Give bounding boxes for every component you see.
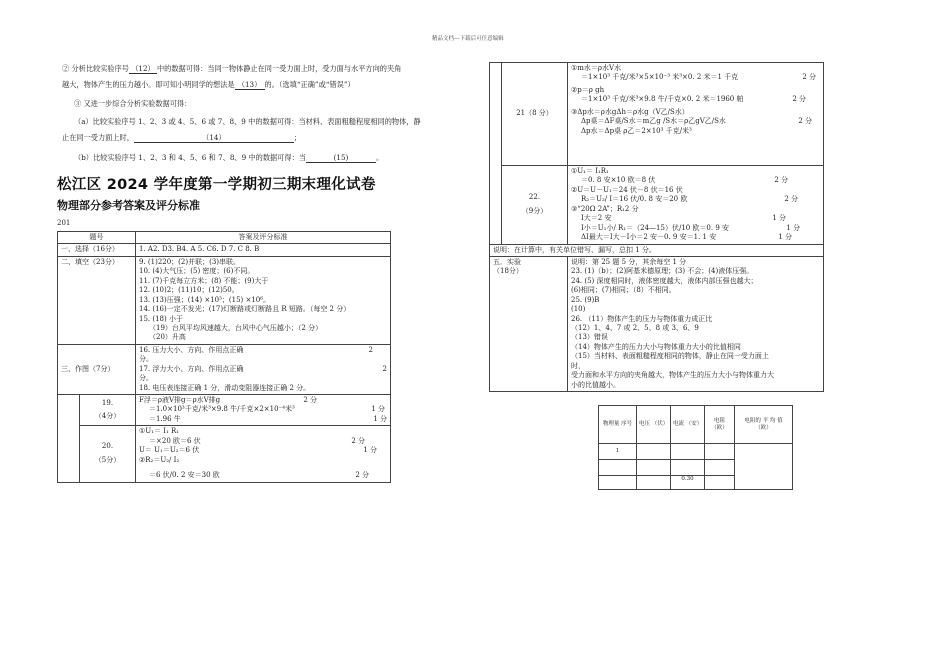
- right-calc-spacer: [490, 63, 502, 245]
- row-label-drawing: 三、作图（7分）: [58, 344, 136, 394]
- q22-content: ①U₁＝ I₁R₁ ＝0. 8 安×10 欧＝8 伏 2 分 ②U＝U－U₁＝24 伏－8 伏＝16 伏 R₂＝U₂/ I＝16 伏/0. 8 安＝20 欧 2 分 ③“20Ω 2A”；R₁2 分 I大＝2 安 1 分 I小＝U₁小/ R₁＝（24—15）伏/10 欧＝0. 9 安 1 分 ΔI最大＝I大－I小＝2 安－0. 9 安＝1. 1 安 1 分: [568, 166, 824, 245]
- q25-header-quantity: 物理量 序号: [599, 406, 637, 444]
- q25-cell: [671, 460, 705, 476]
- q19-content: F浮＝ρ液V排g＝ρ水V排g 2 分 ＝1.0×10³千克/米³×9.8 牛/千克×2×10⁻⁴米³ 1 分 ＝1.96 牛 1 分: [136, 395, 391, 426]
- q25-cell-average: [735, 444, 793, 490]
- q25-cell: [599, 476, 637, 490]
- intro-line-3: ③ 又进一步综合分析实验数据可得：: [74, 99, 192, 108]
- calc-note: 说明：在计算中，有关单位错写、漏写，总扣 1 分。: [490, 244, 824, 256]
- q25-header-resistance: 电阻 （欧）: [705, 406, 735, 444]
- q25-row-index: 1: [599, 444, 637, 460]
- q20-content: ①U₁＝ I₁ R₁ ＝×20 欧＝6 伏 2 分 U＝ U₁＝U₂＝6 伏 1 分 ②R₂＝U₂/ I₂ ＝6 伏/0. 2 安＝30 欧 2 分: [136, 426, 391, 482]
- q25-cell: [705, 476, 735, 490]
- q25-data-table: [598, 405, 793, 490]
- calc-section-spacer: [58, 395, 80, 483]
- q22-label: 22. （9分）: [502, 166, 568, 245]
- row-label-choice: 一、选择（16分）: [58, 244, 136, 256]
- answer-table-right: [489, 62, 824, 392]
- answer-table-left: [57, 231, 391, 483]
- intro-line-4: （a）比较实验序号 1、2、3 或 4、5、6 或 7、8、9 中的数据可得：当材料、表面粗糙程度相同的物体，静: [74, 117, 421, 126]
- q25-cell: [637, 444, 671, 460]
- intro-line-5: 止在同一受力面上时， （14） ；: [62, 133, 302, 142]
- intro-line-6: （b）比较实验序号 1、2、3 和 4、5、6 和 7、8、9 中的数据可得：当 (15) 。: [74, 153, 384, 162]
- q21-content: ①m水＝ρ水V水 ＝1×10³ 千克/米³×5×10⁻³ 米³×0. 2 米＝1 千克 2 分 ②p＝ρ gh ＝1×10³ 千克/米³×9.8 牛/千克×0. 2 米＝1960 帕 2 分 ③Δp水＝ρ水gΔh＝ρ水g（V乙/S水） Δp桌＝ΔF桌/S水＝m乙g /S水＝ρ乙gV乙/S水 2 分 Δp水＝Δp桌 ρ乙＝2×10³ 千克/米³: [568, 63, 824, 166]
- row-label-fill: 二、填空（23分）: [58, 256, 136, 344]
- header-note: 精品文档---下载后可任意编辑: [432, 36, 504, 42]
- header-answer: 答案及评分标准: [136, 232, 391, 244]
- intro-line-1: ② 分析比较实验序号 （12） 中的数据可得：当同一物体静止在同一受力面上时，受力面与水平方向的夹角: [62, 64, 402, 73]
- row-content-drawing: 16. 压力大小、方向、作用点正确 2 分。 17. 浮力大小、方向、作用点正确 2 分。 18. 电压表连接正确 1 分，滑动变阻器连接正确 2 分。: [136, 344, 391, 394]
- year-label: 201: [57, 219, 71, 227]
- q25-cell: [705, 460, 735, 476]
- q21-label: 21（8 分）: [502, 63, 568, 166]
- header-question: 题号: [58, 232, 136, 244]
- q25-cell: [671, 444, 705, 460]
- q25-header-voltage: 电压 （伏）: [637, 406, 671, 444]
- row-content-fill: 9. (1)220；(2)并联；(3)串联。 10. (4)大气压；(5) 密度；(6)不同。 11. (7)千克每立方米；(8) 不能；(9)大于 12. (10)2；(11)10；(12)50。 13. (13)压强；(14) ×10³；(15) ×10⁶。 14. (16)一定不发光；(17)灯断路或灯断路且 R 短路。（每空 2 分） 15. (18) 小于 （19）台风平均风速越大，台风中心气压越小；（2 分） （20）升高: [136, 256, 391, 344]
- page-title: 松江区 2024 学年度第一学期初三期末理化试卷: [57, 177, 376, 193]
- row-content-choice: 1. A2. D3. B4. A 5. C6. D 7. C 8. B: [136, 244, 391, 256]
- q25-cell: [637, 476, 671, 490]
- q25-cell: [599, 460, 637, 476]
- row-content-experiment: 说明：第 25 题 5 分，其余每空 1 分 23. (1)（b）；(2)阿基米德原理；(3) 不会；(4)液体压强。 24. (5) 深度相同时，液体密度越大，液体内部压强也越大； (6)相同；(7)相同；（8）不相同。 25. (9)B (10) 26. （11）物体产生的压力与物体重力成正比 （12）1、4、7 或 2、5、8 或 3、6、9 （13）错误 （14）物体产生的压力大小与物体重力大小的比值相同 （15）当材料、表面粗糙程度相同的物体，静止在同一受力面上 时， 受力面和水平方向的夹角越大，物体产生的压力大小与物体重力大 小的比值越小。: [568, 256, 824, 391]
- q25-cell: [637, 460, 671, 476]
- row-label-experiment: 五．实验 （18分）: [490, 256, 568, 391]
- q25-cell-current: 0.30: [671, 476, 705, 490]
- q25-header-current: 电流 （安）: [671, 406, 705, 444]
- q25-header-average: 电阻的 平 均 值 （欧）: [735, 406, 793, 444]
- q20-label: 20. （5分）: [80, 426, 136, 482]
- q19-label: 19. （4分）: [80, 395, 136, 426]
- intro-line-2: 越大，物体产生的压力越小。即可知小明同学的想法是 （13） 的。（选填“正确”或“错误”）: [62, 80, 355, 89]
- page-subtitle: 物理部分参考答案及评分标准: [57, 199, 200, 212]
- q25-cell: [705, 444, 735, 460]
